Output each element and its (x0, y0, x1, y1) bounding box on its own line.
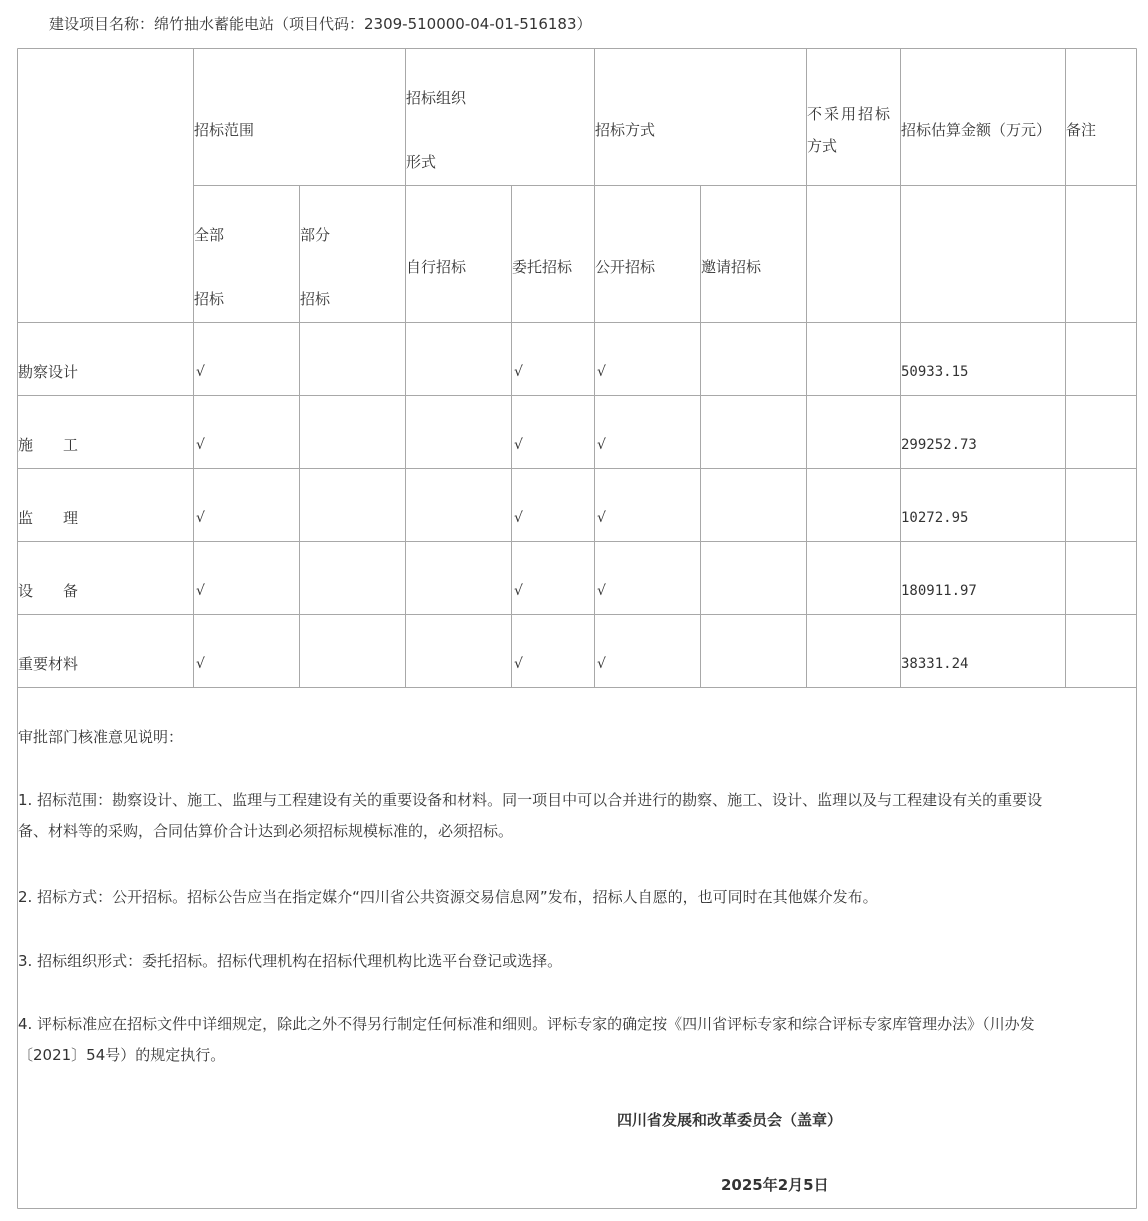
row-item: 施 工 (18, 436, 79, 454)
check-mark: √ (597, 437, 606, 453)
check-mark: √ (196, 656, 205, 672)
header-org-line2: 形式 (406, 153, 437, 171)
check-mark: √ (196, 510, 205, 526)
check-mark: √ (514, 510, 523, 526)
row-item: 监 理 (18, 509, 79, 527)
header-full-line1: 全部 (194, 226, 225, 244)
row-item: 勘察设计 (18, 363, 79, 381)
check-mark: √ (514, 437, 523, 453)
check-mark: √ (196, 583, 205, 599)
note-1 (18, 785, 1140, 847)
header-method: 招标方式 (595, 121, 656, 139)
row-item: 设 备 (18, 582, 79, 600)
header-full-line2: 招标 (194, 290, 225, 308)
row-amount: 50933.15 (901, 364, 969, 380)
header-amount: 招标估算金额（万元） (901, 121, 1052, 139)
signature-date: 2025年2月5日 (721, 1176, 829, 1194)
signature-org: 四川省发展和改革委员会（盖章） (617, 1111, 843, 1129)
row-amount: 10272.95 (901, 510, 969, 526)
note-2: 2. 招标方式：公开招标。招标公告应当在指定媒介“四川省公共资源交易信息网”发布，招标人自愿的，也可同时在其他媒介发布。 (18, 888, 878, 906)
row-amount: 180911.97 (901, 583, 977, 599)
notes-title: 审批部门核准意见说明： (18, 728, 184, 746)
header-org-line1: 招标组织 (406, 89, 467, 107)
header-scope: 招标范围 (194, 121, 255, 139)
header-invite: 邀请招标 (701, 258, 762, 276)
note-1-line-1: 1. 招标范围：勘察设计、施工、监理与工程建设有关的重要设备和材料。同一项目中可以合并进行的勘察、施工、设计、监理以及与工程建设有关的重要设 (18, 791, 1043, 809)
check-mark: √ (597, 656, 606, 672)
row-amount: 38331.24 (901, 656, 969, 672)
header-partial-line1: 部分 (300, 226, 331, 244)
check-mark: √ (514, 656, 523, 672)
check-mark: √ (597, 364, 606, 380)
note-4 (18, 1009, 1140, 1071)
header-nonbid-line2: 方式 (807, 137, 838, 155)
row-amount: 299252.73 (901, 437, 977, 453)
header-nonbid-line1: 不采用招标 (807, 105, 893, 123)
note-3: 3. 招标组织形式：委托招标。招标代理机构在招标代理机构比选平台登记或选择。 (18, 952, 563, 970)
note-4-line-1: 4. 评标标准应在招标文件中详细规定，除此之外不得另行制定任何标准和细则。评标专家的确定按《四川省评标专家和综合评标专家库管理办法》（川办发 (18, 1015, 1035, 1033)
header-open: 公开招标 (595, 258, 656, 276)
check-mark: √ (597, 583, 606, 599)
check-mark: √ (597, 510, 606, 526)
header-self: 自行招标 (406, 258, 467, 276)
check-mark: √ (514, 583, 523, 599)
header-partial-line2: 招标 (300, 290, 331, 308)
check-mark: √ (196, 364, 205, 380)
note-1-line-2: 备、材料等的采购，合同估算价合计达到必须招标规模标准的，必须招标。 (18, 822, 514, 840)
header-entrust: 委托招标 (512, 258, 573, 276)
check-mark: √ (196, 437, 205, 453)
header-remark: 备注 (1066, 121, 1097, 139)
check-mark: √ (514, 364, 523, 380)
row-item: 重要材料 (18, 655, 79, 673)
project-name-line: 建设项目名称：绵竹抽水蓄能电站（项目代码：2309-510000-04-01-516183） (49, 15, 592, 33)
note-4-line-2: 〔2021〕54号）的规定执行。 (18, 1046, 226, 1064)
